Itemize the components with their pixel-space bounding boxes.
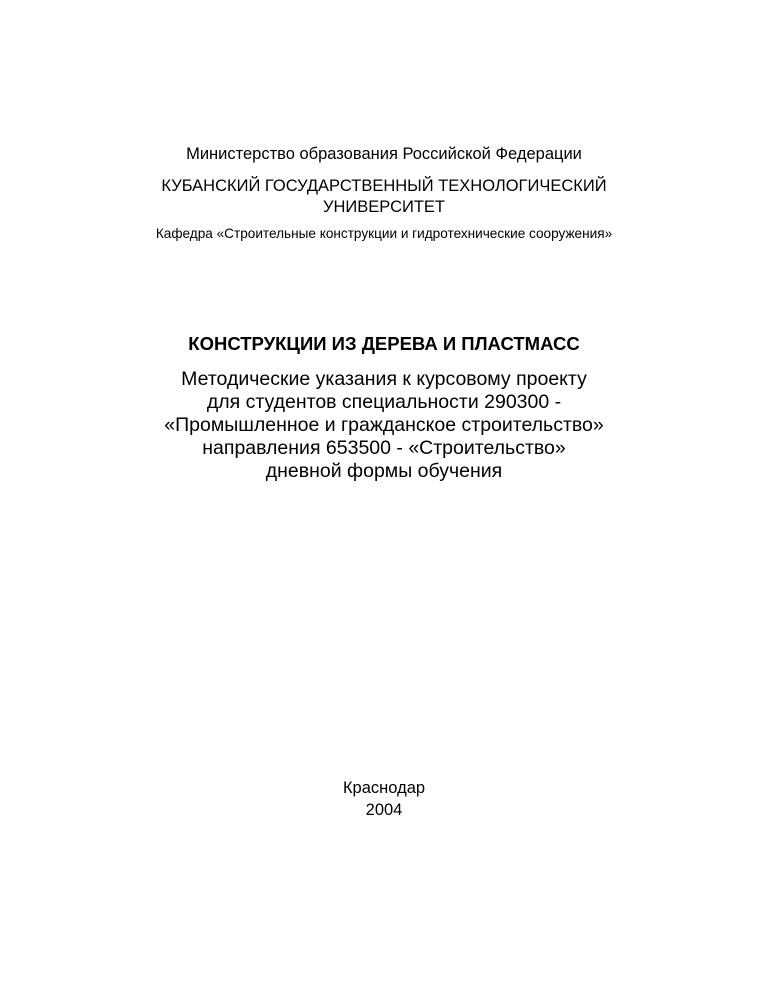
department-name: Кафедра «Строительные конструкции и гидротехнические сооружения» <box>155 226 613 241</box>
document-title: КОНСТРУКЦИИ ИЗ ДЕРЕВА И ПЛАСТМАСС <box>188 333 580 354</box>
subtitle-line-1: Методические указания к курсовому проекту <box>181 368 587 390</box>
subtitle-line-3: «Промышленное и гражданское строительство» <box>164 414 604 436</box>
ministry-name: Министерство образования Российской Федерации <box>186 145 582 163</box>
subtitle-line-4: направления 653500 - «Строительство» <box>202 437 566 459</box>
subtitle-line-5: дневной формы обучения <box>265 460 503 482</box>
subtitle-line-2: для студентов специальности 290300 - <box>206 391 562 413</box>
university-name-line-2: УНИВЕРСИТЕТ <box>322 198 446 216</box>
university-name-line-1: КУБАНСКИЙ ГОСУДАРСТВЕННЫЙ ТЕХНОЛОГИЧЕСКИЙ <box>161 177 607 195</box>
publication-city: Краснодар <box>342 779 426 797</box>
publication-year: 2004 <box>365 801 403 819</box>
